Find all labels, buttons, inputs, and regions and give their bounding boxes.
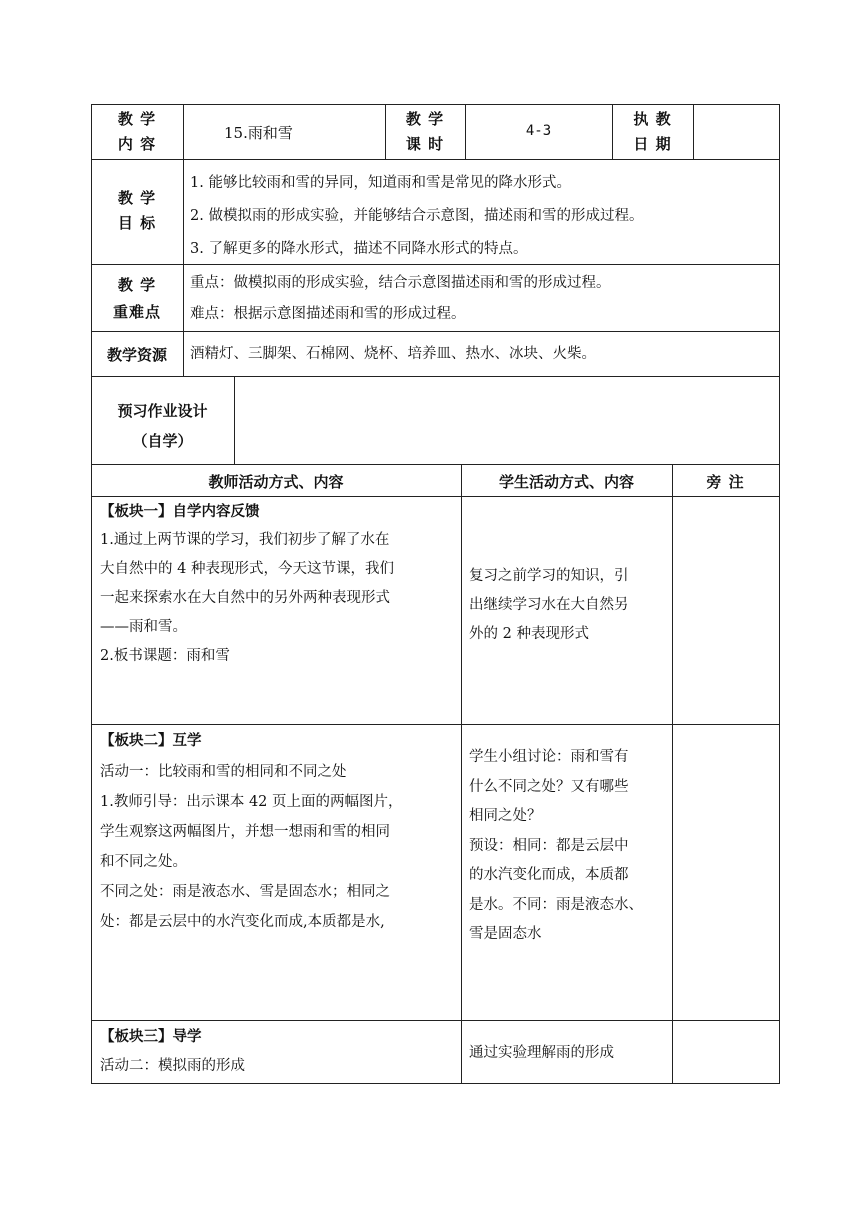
goals-label-line2: 目 标 <box>117 214 157 232</box>
teacher-line: 活动一：比较雨和雪的相同和不同之处 <box>100 764 347 780</box>
teacher-line: 不同之处：雨是液态水、雪是固态水；相同之 <box>100 884 390 900</box>
rule-after-focus <box>91 331 780 332</box>
block1-title: 【板块一】自学内容反馈 <box>100 504 260 520</box>
rule-after-columns <box>91 496 780 497</box>
rule-label-col <box>183 159 184 377</box>
goal-item: 1. 能够比较雨和雪的异同，知道雨和雪是常见的降水形式。 <box>190 175 571 191</box>
rule-bottom <box>91 1083 780 1084</box>
teacher-line: 1.通过上两节课的学习，我们初步了解了水在 <box>100 532 390 548</box>
focus-item: 重点：做模拟雨的形成实验，结合示意图描述雨和雪的形成过程。 <box>190 275 611 291</box>
period-value: 4-3 <box>525 123 552 139</box>
student-line: 雪是固态水 <box>469 926 542 942</box>
rule-right <box>779 104 780 1084</box>
rule-after-preview <box>91 464 780 465</box>
block2-teacher <box>100 757 460 937</box>
student-line: 什么不同之处？又有哪些 <box>469 778 629 795</box>
preview-label <box>91 396 234 456</box>
resources-label: 教学资源 <box>106 346 167 364</box>
rule-top <box>91 104 780 105</box>
rule-after-block1 <box>91 724 780 725</box>
block2-title: 【板块二】互学 <box>100 733 202 749</box>
resources-value: 酒精灯、三脚架、石棉网、烧杯、培养皿、热水、冰块、火柴。 <box>190 346 596 362</box>
rule-preview-col <box>234 376 235 465</box>
period-label <box>385 107 465 157</box>
rule-after-block2 <box>91 1020 780 1021</box>
block2-student <box>469 743 669 950</box>
student-line: 的水汽变化而成，本质都 <box>469 867 629 883</box>
teacher-line: 学生观察这两幅图片，并想一想雨和雪的相同 <box>100 824 390 840</box>
rule-header-5 <box>693 104 694 160</box>
goals-label-line1: 教 学 <box>117 189 157 207</box>
block1-student <box>469 562 669 649</box>
teacher-line: 和不同之处。 <box>100 854 187 870</box>
student-line: 相同之处？ <box>469 808 542 824</box>
focus-list <box>190 268 775 330</box>
goals-list <box>190 167 775 266</box>
preview-label-line2: （自学） <box>132 432 193 450</box>
student-line: 复习之前学习的知识，引 <box>469 568 629 584</box>
rule-activity-col-2 <box>672 464 673 1084</box>
date-label-line2: 日 期 <box>633 135 672 153</box>
student-line: 预设：相同：都是云层中 <box>469 837 629 854</box>
goal-item: 3. 了解更多的降水形式，描述不同降水形式的特点。 <box>190 241 528 257</box>
date-label <box>612 107 693 157</box>
rule-activity-col-1 <box>461 464 462 1084</box>
teacher-line: 2.板书课题：雨和雪 <box>100 648 230 664</box>
column-notes: 旁 注 <box>706 473 745 491</box>
content-label-line2: 内 容 <box>117 135 157 153</box>
content-label <box>91 107 183 157</box>
content-label-line1: 教 学 <box>117 110 157 128</box>
block3-teacher <box>100 1053 460 1079</box>
student-line: 通过实验理解雨的形成 <box>469 1045 614 1061</box>
period-label-line2: 课 时 <box>405 135 445 153</box>
teacher-line: 活动二：模拟雨的形成 <box>100 1058 245 1074</box>
focus-label-line2: 重难点 <box>112 303 161 321</box>
teacher-line: 1.教师引导：出示课本 42 页上面的两幅图片， <box>100 794 403 810</box>
teacher-line: 大自然中的 4 种表现形式，今天这节课，我们 <box>100 561 394 577</box>
focus-label-line1: 教 学 <box>117 276 157 294</box>
block3-title: 【板块三】导学 <box>100 1029 202 1045</box>
goals-label <box>91 186 183 236</box>
rule-after-header <box>91 159 780 160</box>
date-label-line1: 执 教 <box>633 110 672 128</box>
lesson-title: 15.雨和雪 <box>224 124 293 142</box>
teacher-line: ——雨和雪。 <box>100 619 187 635</box>
student-line: 是水。不同：雨是液态水、 <box>469 896 643 913</box>
student-line: 外的 2 种表现形式 <box>469 626 589 642</box>
focus-item: 难点：根据示意图描述雨和雪的形成过程。 <box>190 306 466 322</box>
preview-label-line1: 预习作业设计 <box>117 402 208 420</box>
rule-after-resources <box>91 376 780 377</box>
rule-header-1 <box>183 104 184 160</box>
goal-item: 2. 做模拟雨的形成实验，并能够结合示意图，描述雨和雪的形成过程。 <box>190 208 644 224</box>
period-label-line1: 教 学 <box>405 110 445 128</box>
teacher-line: 处：都是云层中的水汽变化而成,本质都是水, <box>100 914 385 930</box>
teacher-line: 一起来探索水在大自然中的另外两种表现形式 <box>100 590 390 606</box>
student-line: 学生小组讨论：雨和雪有 <box>469 749 629 765</box>
block1-teacher <box>100 526 460 671</box>
column-student: 学生活动方式、内容 <box>498 473 634 491</box>
column-teacher: 教师活动方式、内容 <box>208 473 344 491</box>
focus-label <box>91 272 183 326</box>
student-line: 出继续学习水在大自然另 <box>469 597 629 613</box>
rule-left <box>91 104 92 1084</box>
block3-student <box>469 1040 669 1066</box>
